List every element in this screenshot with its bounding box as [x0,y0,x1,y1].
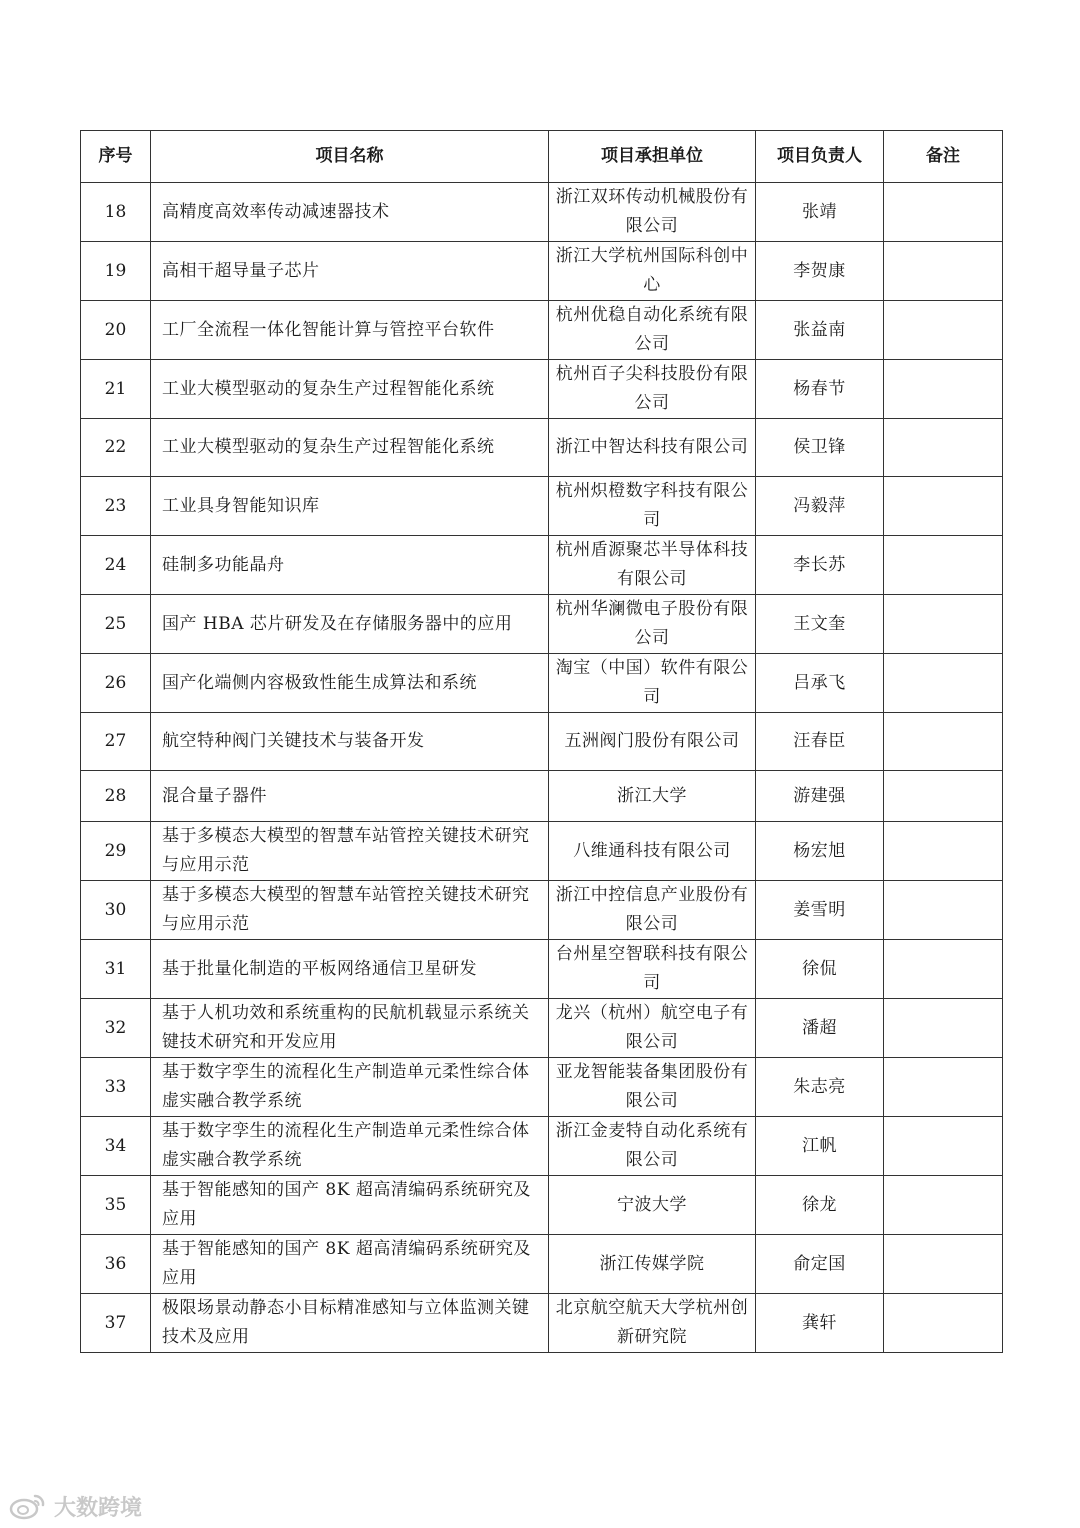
row-project-leader: 游建强 [756,771,884,822]
table-row [81,713,1003,771]
watermark [8,1490,142,1522]
row-undertaking-unit: 杭州炽橙数字科技有限公司 [549,477,756,536]
row-remarks [884,1058,1003,1117]
row-project-name: 工业大模型驱动的复杂生产过程智能化系统 [151,419,549,477]
table-row [81,477,1003,536]
weibo-logo-icon [8,1492,48,1520]
row-project-name: 工厂全流程一体化智能计算与管控平台软件 [151,301,549,360]
table-row [81,999,1003,1058]
watermark-text: 大数跨境 [54,1495,143,1521]
row-project-leader: 杨宏旭 [756,822,884,881]
row-remarks [884,242,1003,301]
table-row [81,183,1003,242]
row-project-name: 混合量子器件 [151,771,549,822]
row-undertaking-unit: 浙江金麦特自动化系统有限公司 [549,1117,756,1176]
row-remarks [884,595,1003,654]
table-row [81,595,1003,654]
row-undertaking-unit: 亚龙智能装备集团股份有限公司 [549,1058,756,1117]
row-undertaking-unit: 浙江中控信息产业股份有限公司 [549,881,756,940]
row-remarks [884,771,1003,822]
row-remarks [884,1117,1003,1176]
row-remarks [884,822,1003,881]
row-serial-number: 36 [81,1235,151,1294]
row-project-name: 基于智能感知的国产 8K 超高清编码系统研究及应用 [151,1176,549,1235]
table-row [81,1294,1003,1353]
row-undertaking-unit: 杭州华澜微电子股份有限公司 [549,595,756,654]
row-undertaking-unit: 宁波大学 [549,1176,756,1235]
project-table [80,130,1003,1353]
row-project-name: 基于数字孪生的流程化生产制造单元柔性综合体虚实融合教学系统 [151,1117,549,1176]
row-undertaking-unit: 北京航空航天大学杭州创新研究院 [549,1294,756,1353]
row-project-name: 基于智能感知的国产 8K 超高清编码系统研究及应用 [151,1235,549,1294]
row-undertaking-unit: 淘宝（中国）软件有限公司 [549,654,756,713]
table-header-row [81,131,1003,183]
row-serial-number: 18 [81,183,151,242]
table-row [81,654,1003,713]
row-serial-number: 37 [81,1294,151,1353]
row-remarks [884,360,1003,419]
row-serial-number: 19 [81,242,151,301]
row-project-leader: 徐侃 [756,940,884,999]
row-serial-number: 33 [81,1058,151,1117]
table-row [81,242,1003,301]
row-project-leader: 徐龙 [756,1176,884,1235]
row-serial-number: 32 [81,999,151,1058]
table-row [81,536,1003,595]
row-project-leader: 李贺康 [756,242,884,301]
row-serial-number: 20 [81,301,151,360]
row-undertaking-unit: 浙江中智达科技有限公司 [549,419,756,477]
table-row [81,822,1003,881]
row-undertaking-unit: 龙兴（杭州）航空电子有限公司 [549,999,756,1058]
row-undertaking-unit: 台州星空智联科技有限公司 [549,940,756,999]
row-serial-number: 21 [81,360,151,419]
row-project-name: 硅制多功能晶舟 [151,536,549,595]
row-project-leader: 姜雪明 [756,881,884,940]
row-serial-number: 31 [81,940,151,999]
table-row [81,771,1003,822]
row-project-name: 基于多模态大模型的智慧车站管控关键技术研究与应用示范 [151,822,549,881]
row-project-leader: 侯卫锋 [756,419,884,477]
row-serial-number: 22 [81,419,151,477]
table-row [81,940,1003,999]
row-project-leader: 王文奎 [756,595,884,654]
row-undertaking-unit: 杭州盾源聚芯半导体科技有限公司 [549,536,756,595]
table-row [81,1176,1003,1235]
row-project-name: 工业具身智能知识库 [151,477,549,536]
row-project-name: 国产化端侧内容极致性能生成算法和系统 [151,654,549,713]
table-row [81,419,1003,477]
row-remarks [884,881,1003,940]
row-project-leader: 龚轩 [756,1294,884,1353]
row-serial-number: 30 [81,881,151,940]
row-remarks [884,1176,1003,1235]
row-project-leader: 朱志亮 [756,1058,884,1117]
row-project-leader: 吕承飞 [756,654,884,713]
row-remarks [884,713,1003,771]
row-serial-number: 34 [81,1117,151,1176]
header-serial-number: 序号 [81,131,151,183]
row-project-leader: 潘超 [756,999,884,1058]
table-row [81,1117,1003,1176]
row-project-leader: 汪春臣 [756,713,884,771]
row-project-name: 基于人机功效和系统重构的民航机载显示系统关键技术研究和开发应用 [151,999,549,1058]
row-serial-number: 28 [81,771,151,822]
row-serial-number: 29 [81,822,151,881]
row-project-name: 基于多模态大模型的智慧车站管控关键技术研究与应用示范 [151,881,549,940]
row-project-leader: 冯毅萍 [756,477,884,536]
table-row [81,1058,1003,1117]
row-undertaking-unit: 浙江双环传动机械股份有限公司 [549,183,756,242]
row-serial-number: 24 [81,536,151,595]
row-project-name: 基于数字孪生的流程化生产制造单元柔性综合体虚实融合教学系统 [151,1058,549,1117]
row-remarks [884,477,1003,536]
row-undertaking-unit: 浙江传媒学院 [549,1235,756,1294]
row-remarks [884,1235,1003,1294]
header-project-name: 项目名称 [151,131,549,183]
row-project-name: 工业大模型驱动的复杂生产过程智能化系统 [151,360,549,419]
row-project-leader: 张益南 [756,301,884,360]
row-project-leader: 江帆 [756,1117,884,1176]
row-project-name: 基于批量化制造的平板网络通信卫星研发 [151,940,549,999]
row-remarks [884,419,1003,477]
row-project-name: 极限场景动静态小目标精准感知与立体监测关键技术及应用 [151,1294,549,1353]
header-remarks: 备注 [884,131,1003,183]
row-project-leader: 俞定国 [756,1235,884,1294]
row-remarks [884,183,1003,242]
row-project-name: 航空特种阀门关键技术与装备开发 [151,713,549,771]
header-undertaking-unit: 项目承担单位 [549,131,756,183]
row-serial-number: 26 [81,654,151,713]
row-serial-number: 35 [81,1176,151,1235]
row-undertaking-unit: 杭州优稳自动化系统有限公司 [549,301,756,360]
row-undertaking-unit: 杭州百子尖科技股份有限公司 [549,360,756,419]
row-project-name: 高相干超导量子芯片 [151,242,549,301]
row-serial-number: 23 [81,477,151,536]
row-serial-number: 25 [81,595,151,654]
row-serial-number: 27 [81,713,151,771]
table-row [81,360,1003,419]
row-undertaking-unit: 八维通科技有限公司 [549,822,756,881]
row-remarks [884,1294,1003,1353]
header-project-leader: 项目负责人 [756,131,884,183]
table-row [81,1235,1003,1294]
row-remarks [884,536,1003,595]
row-undertaking-unit: 浙江大学 [549,771,756,822]
row-remarks [884,999,1003,1058]
row-remarks [884,940,1003,999]
row-project-name: 高精度高效率传动减速器技术 [151,183,549,242]
table-row [81,301,1003,360]
table-row [81,881,1003,940]
row-undertaking-unit: 浙江大学杭州国际科创中心 [549,242,756,301]
row-remarks [884,654,1003,713]
row-project-leader: 张靖 [756,183,884,242]
row-undertaking-unit: 五洲阀门股份有限公司 [549,713,756,771]
row-project-leader: 杨春节 [756,360,884,419]
row-remarks [884,301,1003,360]
row-project-leader: 李长苏 [756,536,884,595]
row-project-name: 国产 HBA 芯片研发及在存储服务器中的应用 [151,595,549,654]
